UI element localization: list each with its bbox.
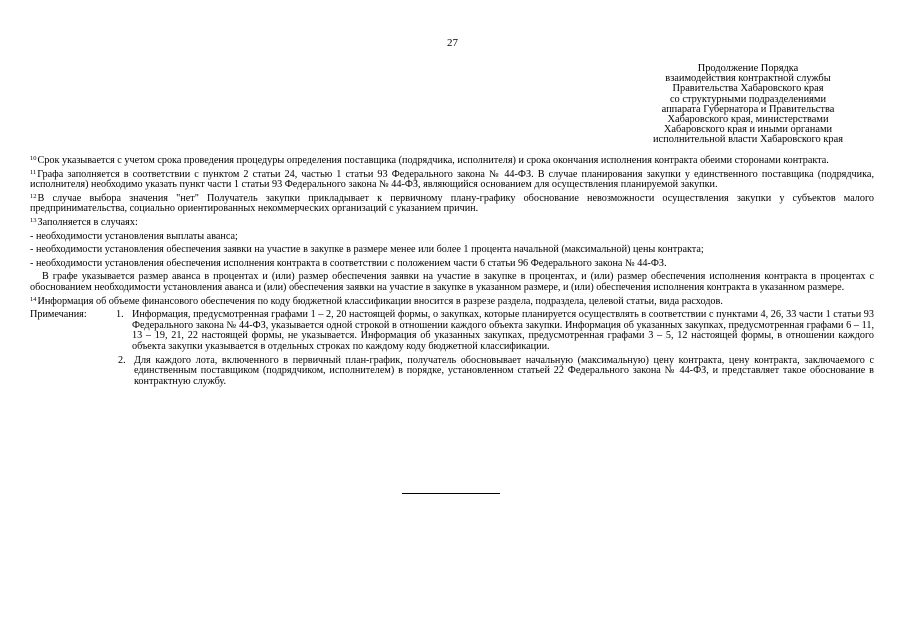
notes-list bbox=[116, 310, 874, 390]
footnote-text: Заполняется в случаях: bbox=[37, 216, 138, 228]
header-line: Хабаровского края, министерствами bbox=[667, 114, 829, 126]
footnote-mark: 11 bbox=[30, 168, 37, 176]
list-item: - необходимости установления выплаты аванса; bbox=[30, 230, 238, 242]
note-item bbox=[116, 310, 874, 352]
footnote-14 bbox=[30, 297, 874, 308]
header-line: взаимодействия контрактной службы bbox=[665, 73, 831, 85]
footnote-text: Срок указывается с учетом срока проведения процедуры определения поставщика (подрядчика, исполнителя) и срока окончания исполнения контракта обеими сторонами контракта. bbox=[37, 155, 829, 166]
page-number: 27 bbox=[447, 37, 458, 49]
document-body bbox=[30, 156, 874, 390]
footnote-text: Графа заполняется в соответствии с пунктом 2 статьи 24, частью 1 статьи 93 Федерального закона № 44-ФЗ. В случае планирования закупки у единственного поставщика (подрядчика, исполнителя) необходимо указать пункт части 1 статьи 93 Федерального закона № 44-ФЗ, являющийся основанием для осуществления планируемой закупки. bbox=[30, 168, 874, 191]
header-line: Хабаровского края и иными органами bbox=[663, 124, 833, 136]
list-item: - необходимости установления обеспечения заявки на участие в закупке в размере менее или более 1 процента начальной (максимальной) цены контракта; bbox=[30, 244, 704, 256]
note-text: Информация, предусмотренная графами 1 – 2, 20 настоящей формы, о закупках, которые планируется осуществлять в соответствии с пунктами 4, 26, 33 части 1 статьи 93 Федерального закона № 44-ФЗ, указывается одной строкой в отношении каждого объекта закупки. Информация об указанных закупках, предусмотренная графами 6 – 11, 13 – 19, 21, 22 настоящей формы, не указывается. Информация об указанных закупках, предусмотренная графами 3 – 5, 12 настоящей формы, в отношении каждого объекта закупки указывается в отдельных строках по каждому коду бюджетной классификации. bbox=[132, 309, 874, 352]
note-number: 1. bbox=[116, 309, 124, 321]
header-line: аппарата Губернатора и Правительства bbox=[661, 103, 835, 115]
notes-section bbox=[30, 310, 874, 390]
notes-label: Примечания: bbox=[30, 309, 87, 321]
footnote-mark: 12 bbox=[30, 192, 37, 200]
footnote-mark: 13 bbox=[30, 216, 37, 224]
footer-separator bbox=[402, 493, 500, 494]
header-line: Продолжение Порядка bbox=[697, 63, 799, 74]
document-header bbox=[623, 64, 873, 146]
note-item bbox=[118, 356, 874, 388]
footnote-mark: 14 bbox=[30, 295, 37, 303]
note-number: 2. bbox=[118, 354, 126, 366]
footnote-mark: 10 bbox=[30, 155, 37, 162]
footnote-12 bbox=[30, 194, 874, 215]
header-line: исполнительной власти Хабаровского края bbox=[653, 134, 843, 146]
header-line: со структурными подразделениями bbox=[669, 93, 827, 105]
note-text: Для каждого лота, включенного в первичный план-график, получатель обосновывает начальную (максимальную) цену контракта, цену контракта, заключаемого с единственным поставщиком (подрядчиком, исполнителем) в порядке, установленном статьей 22 Федерального закона № 44-ФЗ, и представляет такое обоснование в контрактную службу. bbox=[134, 354, 874, 387]
footnote-13 bbox=[30, 218, 874, 229]
footnote-11 bbox=[30, 170, 874, 191]
footnote-13-paragraph: В графе указывается размер аванса в процентах и (или) размер обеспечения заявки на участие в закупке в процентах, и (или) размер обеспечения исполнения контракта в процентах с обоснованием необходимости установления аванса и (или) обеспечения заявки на участие в закупке в указанном размере, и (или) обеспечения исполнения контракта в указанном размере. bbox=[30, 271, 874, 293]
header-line: Правительства Хабаровского края bbox=[672, 83, 824, 95]
footnote-10 bbox=[30, 156, 874, 167]
list-item: - необходимости установления обеспечения исполнения контракта в соответствии с положением части 6 статьи 96 Федерального закона № 44-ФЗ. bbox=[30, 257, 667, 269]
footnote-text: Информация об объеме финансового обеспечения по коду бюджетной классификации вносится в разрезе раздела, подраздела, целевой статьи, вида расходов. bbox=[37, 295, 723, 307]
footnote-text: В случае выбора значения "нет" Получатель закупки прикладывает к первичному плану-графику обоснование невозможности осуществления закупки у субъектов малого предпринимательства, социально ориентированных некоммерческих организаций с указанием причин. bbox=[30, 192, 874, 215]
